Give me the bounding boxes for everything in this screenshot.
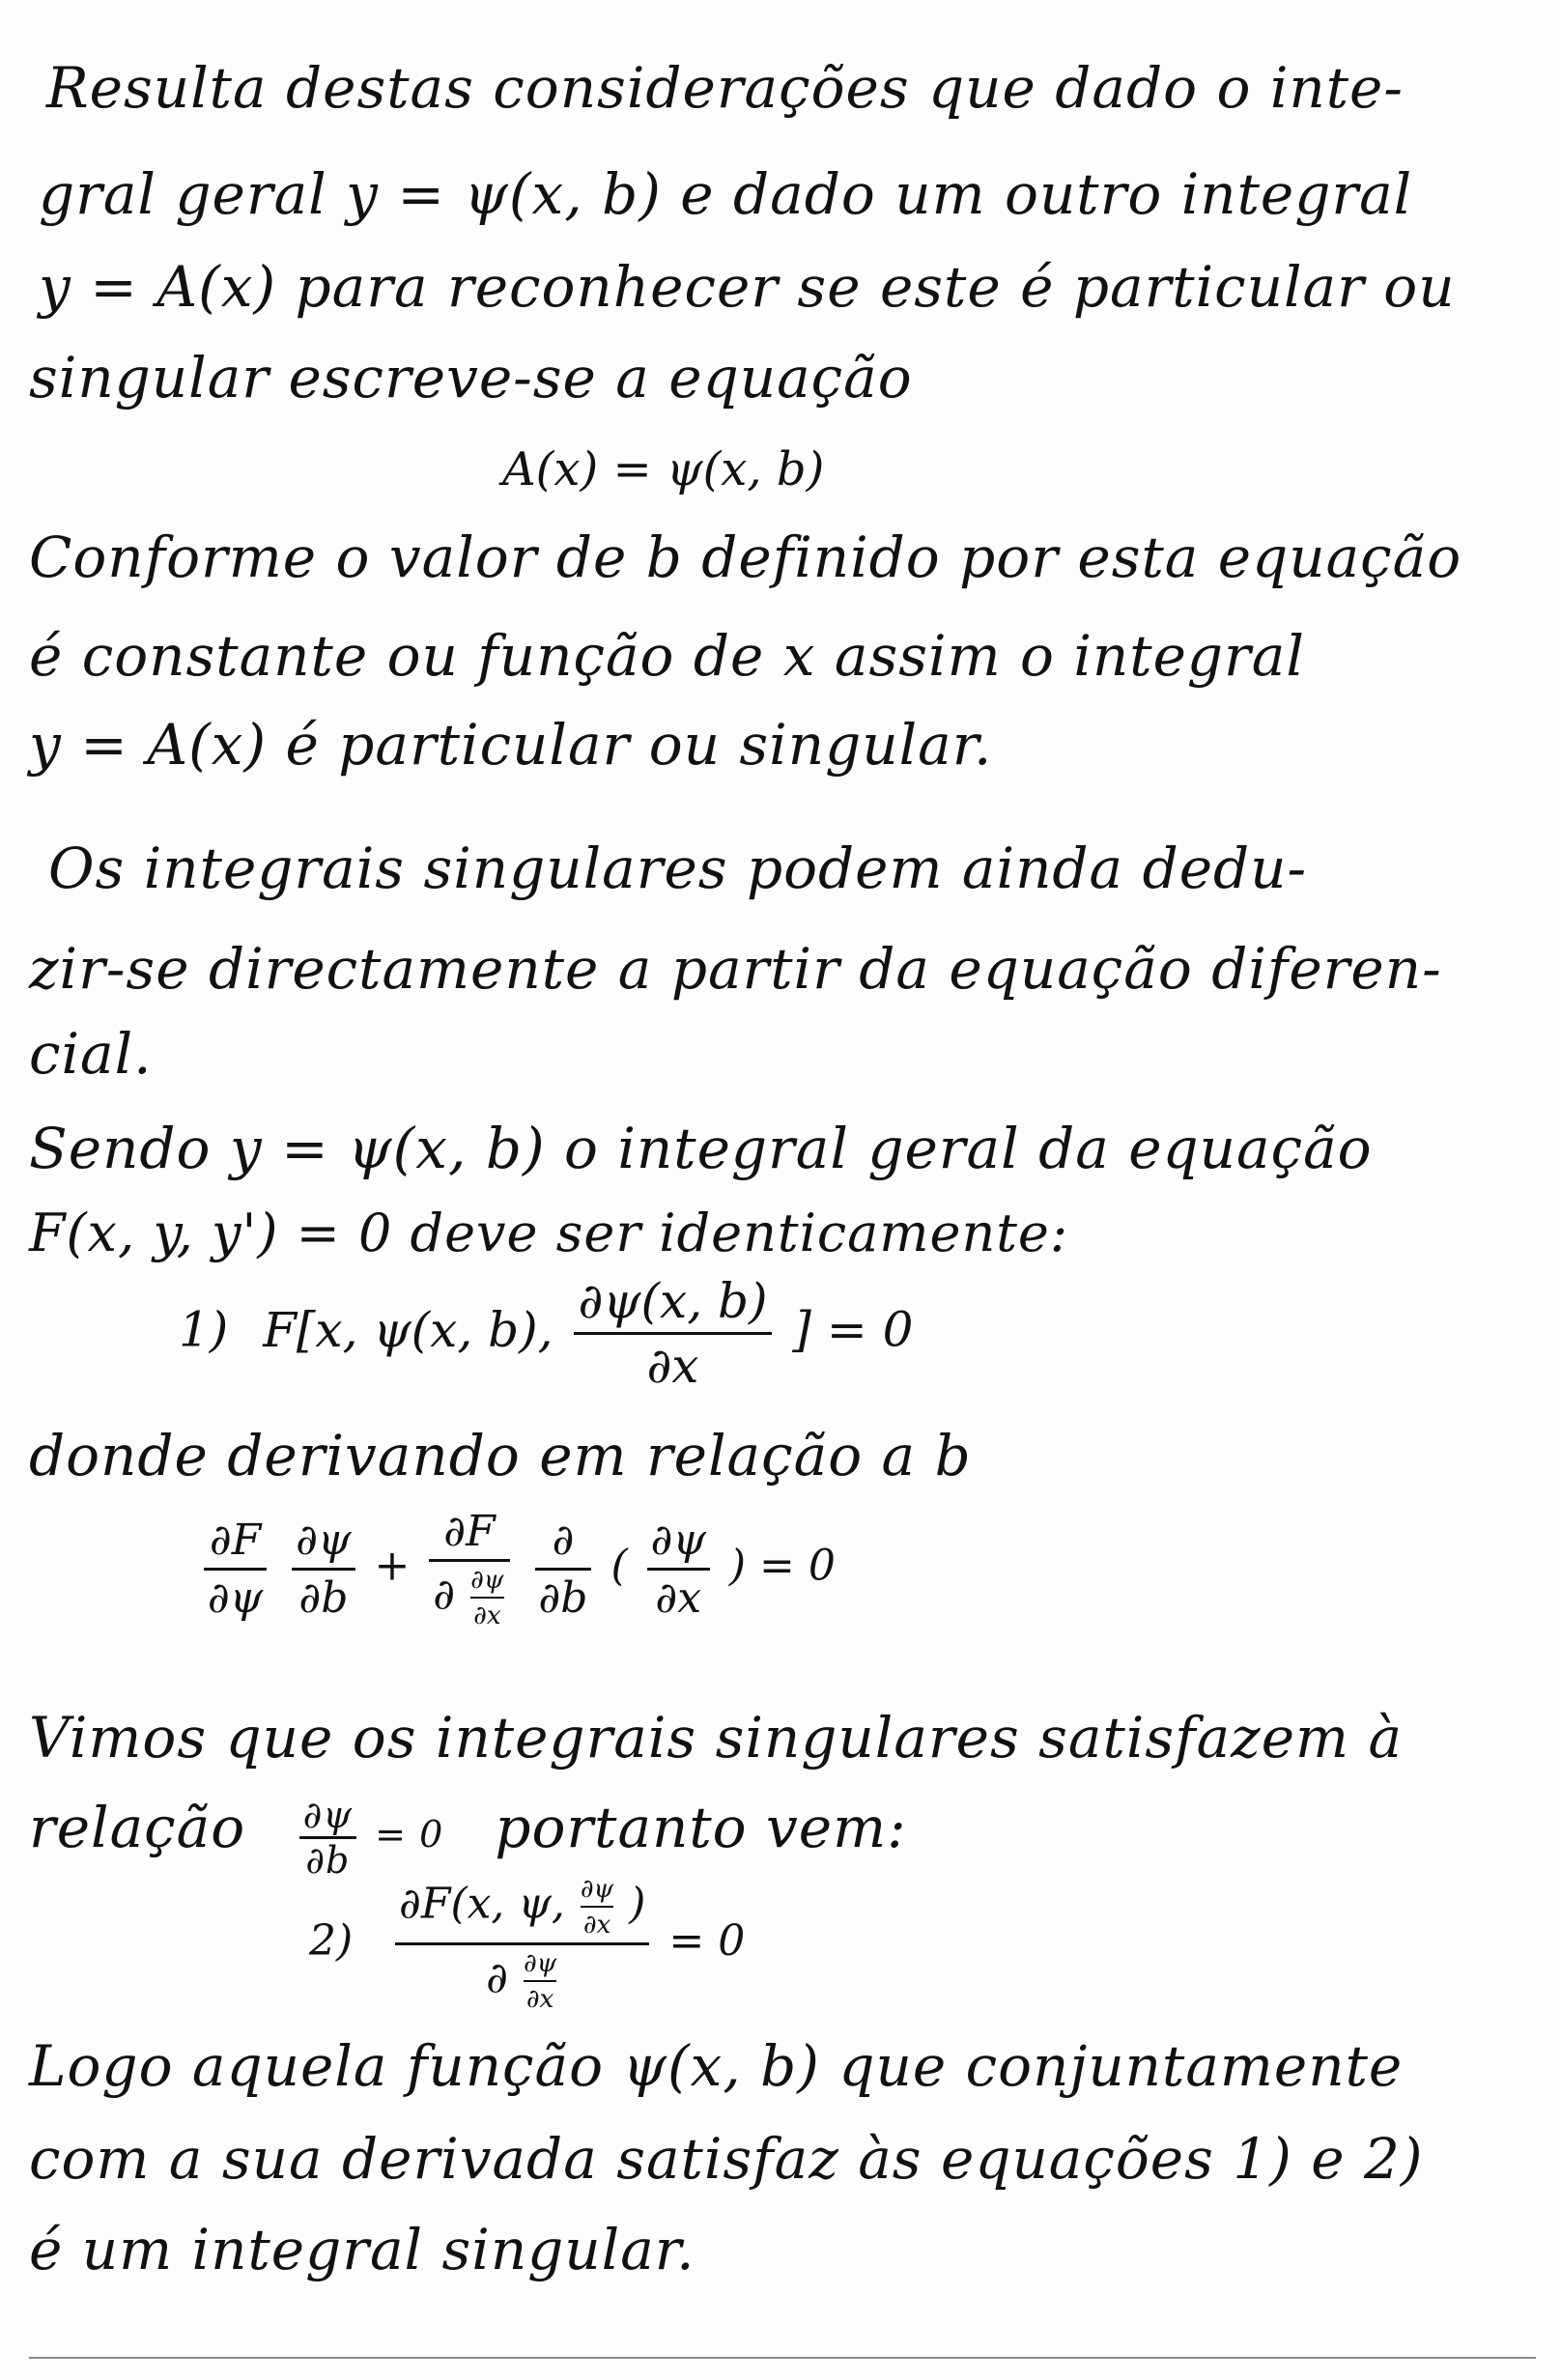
deriv-term-5: $\frac{\partial\psi}{\partial x}$ — [647, 1516, 710, 1623]
equation-1-denominator: ∂x — [646, 1338, 699, 1394]
text-line-10: zir-se directamente a partir da equação diferen- — [29, 936, 1442, 1002]
text-line-18 — [29, 1794, 907, 1882]
equation-1 — [179, 1273, 913, 1394]
equation-1-rhs: ] = 0 — [792, 1301, 914, 1358]
text-relacao: relação — [29, 1795, 246, 1860]
text-line-20: Logo aquela função ψ(x, b) que conjuntamente — [29, 2033, 1404, 2099]
text-line-9: Os integrais singulares podem ainda dedu- — [48, 836, 1308, 901]
text-line-6: Conforme o valor de b definido por esta equação — [29, 524, 1462, 590]
text-line-21: com a sua derivada satisfaz às equações 1) e 2) — [29, 2126, 1424, 2192]
text-line-3: y = A(x) para reconhecer se este é particular ou — [39, 254, 1456, 320]
equation-relation: $\frac{\partial\psi}{\partial b}$ = 0 — [294, 1813, 457, 1856]
equation-2 — [309, 1874, 745, 2014]
equation-2-fraction: ∂F(x, ψ, $\frac{\partial\psi}{\partial x}$ ) ∂ $\frac{\partial\psi}{\partial x}$ — [395, 1874, 649, 2014]
deriv-term-2: $\frac{\partial\psi}{\partial b}$ — [292, 1516, 355, 1623]
deriv-term-4: $\frac{\partial}{\partial b}$ — [535, 1516, 592, 1623]
text-line-17: Vimos que os integrais singulares satisfazem à — [29, 1705, 1404, 1771]
text-line-2: gral geral y = ψ(x, b) e dado um outro integral — [39, 161, 1413, 227]
text-line-8: y = A(x) é particular ou singular. — [29, 712, 993, 778]
deriv-term-1: $\frac{\partial F}{\partial\psi}$ — [204, 1516, 267, 1623]
text-line-4: singular escreve-se a equação — [29, 345, 913, 411]
equation-1-numerator: ∂ψ(x, b) — [578, 1273, 768, 1329]
equation-1-lhs: F[x, ψ(x, b), — [263, 1301, 553, 1358]
equation-1-label: 1) — [179, 1301, 229, 1358]
equation-2-label: 2) — [309, 1916, 354, 1966]
deriv-plus: + — [374, 1541, 411, 1591]
text-line-13: F(x, y, y') = 0 deve ser identicamente: — [29, 1203, 1069, 1263]
text-line-12: Sendo y = ψ(x, b) o integral geral da equação — [29, 1116, 1373, 1181]
equation-a-equals-psi: A(x) = ψ(x, b) — [502, 442, 825, 496]
equation-derivative: $\frac{\partial F}{\partial\psi}$ $\frac{\partial\psi}{\partial b}$ + ∂F ∂ $\frac{\partial\psi}{\partial x}$ $\frac{\partial}{\partial b}$ ( $\frac{\partial\psi}{\partial x}$ ) = 0 — [198, 1507, 836, 1630]
text-line-7: é constante ou função de x assim o integral — [29, 623, 1305, 689]
text-line-1: Resulta destas considerações que dado o inte- — [46, 55, 1404, 121]
page-bottom-edge — [29, 2357, 1536, 2359]
deriv-term-3: ∂F ∂ $\frac{\partial\psi}{\partial x}$ — [429, 1507, 509, 1630]
text-line-22: é um integral singular. — [29, 2217, 695, 2282]
text-line-11: cial. — [29, 1021, 153, 1087]
equation-2-rhs: = 0 — [668, 1916, 746, 1966]
text-portanto: portanto vem: — [495, 1795, 907, 1860]
text-line-15: donde derivando em relação a b — [29, 1423, 972, 1488]
equation-1-fraction — [574, 1273, 771, 1394]
